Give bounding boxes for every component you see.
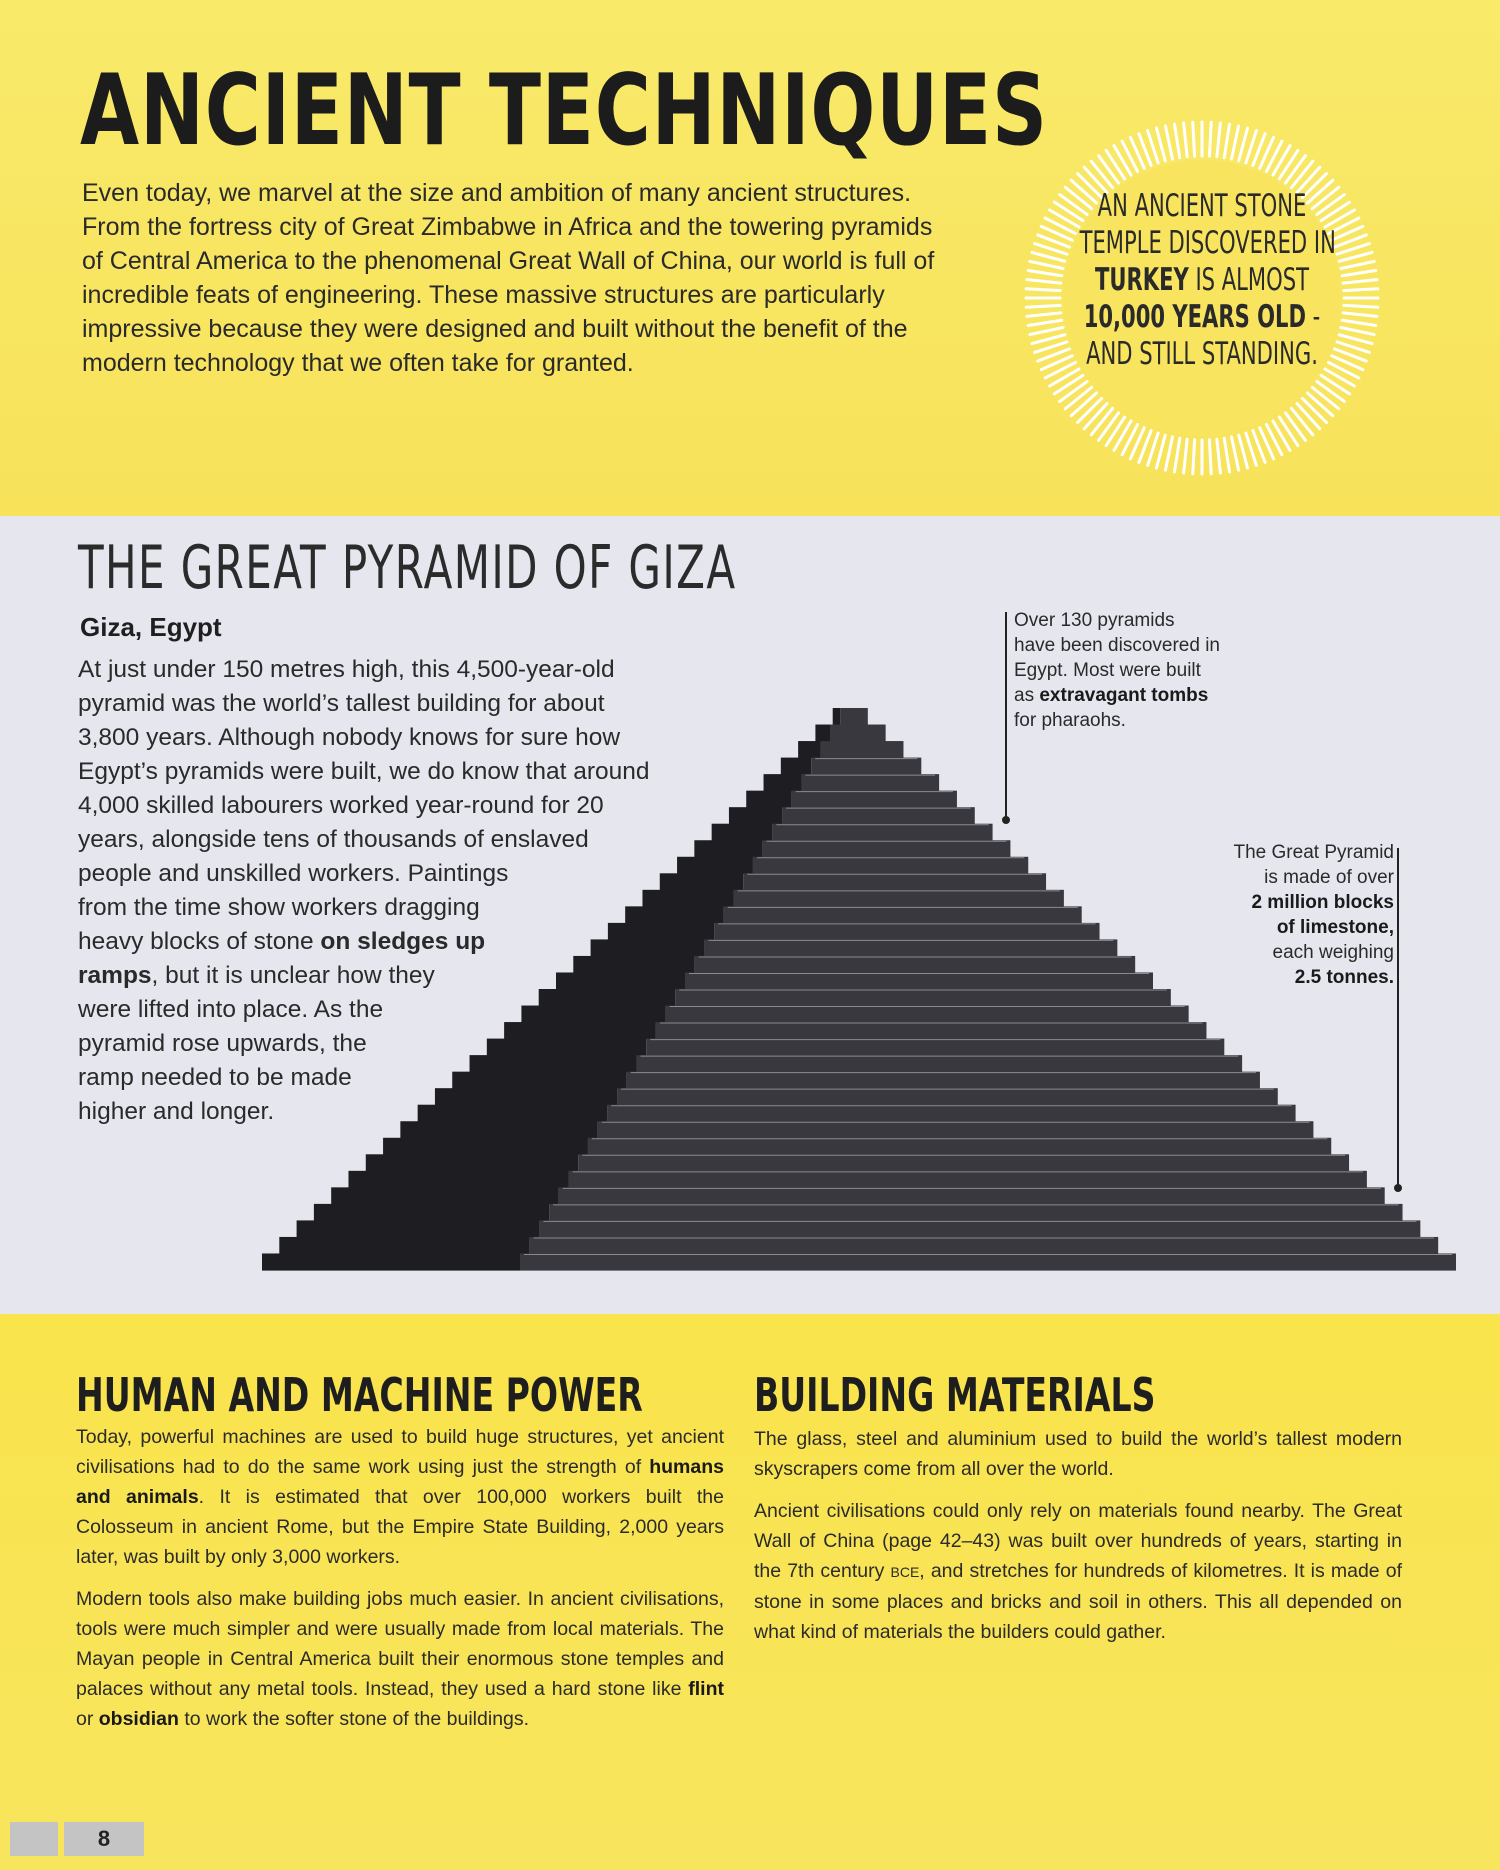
pyramid-step-shadow bbox=[625, 906, 724, 923]
pyramid-step-shadow bbox=[746, 791, 792, 808]
pyramid-step-face bbox=[607, 1105, 1295, 1122]
pyramid-step-face bbox=[520, 1253, 1456, 1270]
pyramid-step-shadow bbox=[452, 1072, 627, 1089]
page-title: ANCIENT TECHNIQUES bbox=[80, 54, 1048, 168]
giza-line: heavy blocks of stone on sledges up bbox=[78, 928, 486, 955]
sunburst-ray bbox=[1312, 387, 1338, 408]
sunburst-ray bbox=[1317, 381, 1345, 401]
sunburst-ray bbox=[1321, 375, 1350, 394]
pyramid-step-shadow bbox=[504, 1022, 656, 1039]
pyramid-step-face bbox=[821, 741, 904, 758]
page-number: 8 bbox=[64, 1822, 144, 1856]
pyramid-step-face bbox=[569, 1171, 1367, 1188]
giza-line: years, alongside tens of thousands of enslaved bbox=[78, 826, 589, 853]
sunburst-ray bbox=[1084, 404, 1107, 429]
sunburst-ray bbox=[1285, 413, 1305, 441]
sunburst-ray bbox=[1174, 438, 1179, 472]
giza-line: At just under 150 metres high, this 4,500-year-old bbox=[78, 656, 615, 683]
pyramid-step-shadow bbox=[400, 1121, 597, 1138]
pyramid-step-shadow bbox=[591, 939, 705, 956]
pyramid-step-face bbox=[578, 1154, 1349, 1171]
giza-line: from the time show workers dragging bbox=[78, 894, 480, 921]
pyramid-step-shadow bbox=[262, 1253, 520, 1270]
pyramid-step-shadow bbox=[556, 972, 685, 989]
sunburst-ray bbox=[1165, 126, 1172, 159]
pyramid-step-shadow bbox=[487, 1039, 646, 1056]
sunburst-ray bbox=[1217, 123, 1221, 157]
pyramid-step-shadow bbox=[331, 1187, 559, 1204]
pyramid-step-face bbox=[617, 1088, 1278, 1105]
pyramid-step-shadow bbox=[729, 807, 782, 824]
callout-note-blocks: The Great Pyramid is made of over 2 million blocks of limestone, each weighing 2.5 tonnes. bbox=[1233, 842, 1394, 988]
pyramid-step-face bbox=[753, 857, 1028, 874]
pyramid-step-face bbox=[792, 791, 957, 808]
pyramid-step-shadow bbox=[348, 1171, 568, 1188]
pyramid-step-face bbox=[782, 807, 975, 824]
giza-line: higher and longer. bbox=[78, 1098, 275, 1125]
pyramid-step-shadow bbox=[521, 1006, 665, 1023]
pyramid-step-shadow bbox=[314, 1204, 549, 1221]
sunburst-ray bbox=[1193, 440, 1195, 474]
pyramid-step-face bbox=[811, 758, 921, 775]
sunburst-ray bbox=[1279, 150, 1298, 179]
pyramid-step-shadow bbox=[833, 708, 841, 725]
pyramid-step-face bbox=[763, 840, 1011, 857]
sunburst-ray bbox=[1297, 404, 1320, 429]
badge-line-2: TEMPLE DISCOVERED IN bbox=[1079, 225, 1336, 261]
pyramid-step-face bbox=[627, 1072, 1260, 1089]
giza-line: pyramid rose upwards, the bbox=[78, 1030, 367, 1057]
badge-line-3: TURKEY IS ALMOST bbox=[1095, 262, 1309, 298]
giza-bold-sledges: on sledges up bbox=[320, 928, 486, 955]
sunburst-ray bbox=[1156, 435, 1165, 468]
sunburst-ray bbox=[1099, 156, 1119, 184]
sunburst-ray bbox=[1302, 398, 1326, 422]
sunburst-ray bbox=[1308, 393, 1333, 416]
pyramid-step-face bbox=[714, 923, 1099, 940]
pyramid-step-face bbox=[724, 906, 1082, 923]
sunburst-ray bbox=[1114, 421, 1131, 450]
badge-line-1: AN ANCIENT STONE bbox=[1097, 188, 1307, 224]
badge-fact bbox=[1022, 188, 1382, 373]
giza-line: 4,000 skilled labourers worked year-round for 20 bbox=[78, 792, 604, 819]
pyramid-step-shadow bbox=[418, 1105, 608, 1122]
pyramid-step-face bbox=[801, 774, 939, 791]
pyramid-step-shadow bbox=[279, 1237, 529, 1254]
pyramid-step-shadow bbox=[435, 1088, 617, 1105]
sunburst-ray bbox=[1224, 438, 1229, 472]
sunburst-ray bbox=[1193, 122, 1195, 156]
sunburst-ray bbox=[1224, 124, 1229, 158]
pyramid-step-shadow bbox=[383, 1138, 588, 1155]
sunburst-ray bbox=[1106, 417, 1125, 446]
pyramid-step-shadow bbox=[815, 725, 830, 742]
pyramid-step-face bbox=[734, 890, 1064, 907]
pyramid-step-shadow bbox=[712, 824, 773, 841]
pyramid-step-face bbox=[695, 956, 1135, 973]
sunburst-ray bbox=[1165, 437, 1172, 470]
pyramid-step-shadow bbox=[764, 774, 802, 791]
giza-line: ramp needed to be made bbox=[78, 1064, 352, 1091]
pyramid-step-face bbox=[530, 1237, 1438, 1254]
building-materials-body bbox=[754, 1424, 1402, 1659]
callout-dot-1 bbox=[1002, 816, 1010, 824]
pyramid-step-shadow bbox=[608, 923, 714, 940]
section-title-building-materials: BUILDING MATERIALS bbox=[754, 1368, 1156, 1422]
sunburst-ray bbox=[1217, 439, 1221, 473]
sunburst-ray bbox=[1078, 398, 1102, 422]
pyramid-step-face bbox=[549, 1204, 1402, 1221]
pyramid-step-face bbox=[656, 1022, 1207, 1039]
sunburst-ray bbox=[1209, 122, 1211, 156]
pyramid-step-shadow bbox=[573, 956, 694, 973]
pyramid-step-face bbox=[831, 725, 886, 742]
pyramid-step-shadow bbox=[798, 741, 821, 758]
sunburst-ray bbox=[1285, 156, 1305, 184]
human-machine-body bbox=[76, 1422, 724, 1746]
sunburst-ray bbox=[1279, 417, 1298, 446]
pyramid-step-face bbox=[598, 1121, 1314, 1138]
pyramid-step-face bbox=[646, 1039, 1224, 1056]
pyramid-step-shadow bbox=[677, 857, 753, 874]
sunburst-ray bbox=[1114, 146, 1131, 175]
pyramid-step-shadow bbox=[297, 1220, 540, 1237]
pyramid-step-face bbox=[666, 1006, 1189, 1023]
sunburst-ray bbox=[1156, 128, 1165, 161]
giza-bold-ramps: ramps bbox=[78, 962, 152, 989]
pyramid-step-face bbox=[743, 873, 1046, 890]
sunburst-ray bbox=[1091, 408, 1112, 434]
giza-line: people and unskilled workers. Paintings bbox=[78, 860, 509, 887]
pyramid-step-face bbox=[840, 708, 868, 725]
sunburst-ray bbox=[1060, 381, 1088, 401]
page-tab bbox=[10, 1822, 58, 1856]
sunburst-ray bbox=[1184, 439, 1188, 473]
pyramid-step-shadow bbox=[781, 758, 811, 775]
materials-paragraph-1: The glass, steel and aluminium used to build the world’s tallest modern skyscrapers come from all over the world. bbox=[754, 1428, 1402, 1480]
pyramid-step-shadow bbox=[694, 840, 762, 857]
pyramid-step-face bbox=[772, 824, 992, 841]
pyramid-step-shadow bbox=[642, 890, 733, 907]
pyramid-step-face bbox=[704, 939, 1117, 956]
giza-line: Egypt’s pyramids were built, we do know that around bbox=[78, 758, 650, 785]
sunburst-ray bbox=[1099, 413, 1119, 441]
pyramid-step-face bbox=[588, 1138, 1331, 1155]
pyramid-step-shadow bbox=[660, 873, 743, 890]
materials-paragraph-2: Ancient civilisations could only rely on materials found nearby. The Great Wall of China (page 42–43) was built over hundreds of years, starting in the 7th century BCE, and stretches for hundreds of kilometres. It is made of stone in some places and bricks and soil in others. This all depended on what kind of materials the builders could gather. bbox=[754, 1500, 1403, 1643]
sunburst-ray bbox=[1091, 161, 1112, 187]
pyramid-step-face bbox=[685, 972, 1153, 989]
sunburst-ray bbox=[1232, 126, 1239, 159]
section-title-giza: THE GREAT PYRAMID OF GIZA bbox=[78, 533, 737, 603]
giza-location: Giza, Egypt bbox=[80, 612, 222, 642]
sunburst-ray bbox=[1209, 440, 1211, 474]
intro-paragraph: Even today, we marvel at the size and ambition of many ancient structures. From the fortress city of Great Zimbabwe in Africa and the towering pyramids of Central America to the phenomenal Great Wall of China, our world is full of incredible feats of engineering. These massive structures are particularly impressive because they were designed and built without the benefit of the modern technology that we often take for granted. bbox=[82, 179, 935, 377]
sunburst-ray bbox=[1273, 421, 1290, 450]
pyramid-step-shadow bbox=[539, 989, 676, 1006]
pyramid-step-shadow bbox=[470, 1055, 637, 1072]
callout-note-pyramids: Over 130 pyramids have been discovered in Egypt. Most were built as extravagant tombs for pharaohs. bbox=[1014, 610, 1220, 731]
badge-country: TURKEY bbox=[1095, 262, 1189, 298]
pyramid-step-shadow bbox=[366, 1154, 578, 1171]
sunburst-ray bbox=[1239, 435, 1248, 468]
sunburst-ray bbox=[1184, 123, 1188, 157]
giza-line: pyramid was the world’s tallest building for about bbox=[78, 690, 605, 717]
badge-line-4: 10,000 YEARS OLD - bbox=[1083, 299, 1321, 335]
giza-line: ramps, but it is unclear how they bbox=[78, 962, 435, 989]
callout-dot-2 bbox=[1394, 1184, 1402, 1192]
sunburst-ray bbox=[1232, 437, 1239, 470]
sunburst-ray bbox=[1239, 128, 1248, 161]
giza-line: 3,800 years. Although nobody knows for sure how bbox=[78, 724, 621, 751]
sunburst-ray bbox=[1065, 387, 1091, 408]
pyramid-step-face bbox=[539, 1220, 1420, 1237]
human-paragraph-2: Modern tools also make building jobs much easier. In ancient civilisations, tools were much simpler and were usually made from local materials. The Mayan people in Central America built their enormous stone temples and palaces without any metal tools. Instead, they used a hard stone like flint or obsidian to work the softer stone of the buildings. bbox=[76, 1588, 724, 1730]
sunburst-ray bbox=[1054, 375, 1083, 394]
giza-line: were lifted into place. As the bbox=[78, 996, 384, 1023]
sunburst-ray bbox=[1273, 146, 1290, 175]
badge-age: 10,000 YEARS OLD bbox=[1083, 299, 1306, 335]
pyramid-step-face bbox=[675, 989, 1171, 1006]
badge-line-5: AND STILL STANDING. bbox=[1086, 336, 1318, 372]
sunburst-ray bbox=[1291, 408, 1312, 434]
sunburst-ray bbox=[1174, 124, 1179, 158]
human-paragraph-1: Today, powerful machines are used to build huge structures, yet ancient civilisations had to do the same work using just the strength of humans and animals. It is estimated that over 100,000 workers built the Colosseum in ancient Rome, but the Empire State Building, 2,000 years later, was built by only 3,000 workers. bbox=[76, 1426, 724, 1568]
pyramid-step-face bbox=[636, 1055, 1242, 1072]
section-title-human-machine: HUMAN AND MACHINE POWER bbox=[76, 1368, 643, 1422]
sunburst-ray bbox=[1071, 393, 1096, 416]
sunburst-ray bbox=[1106, 150, 1125, 179]
sunburst-ray bbox=[1291, 161, 1312, 187]
pyramid-step-face bbox=[559, 1187, 1385, 1204]
